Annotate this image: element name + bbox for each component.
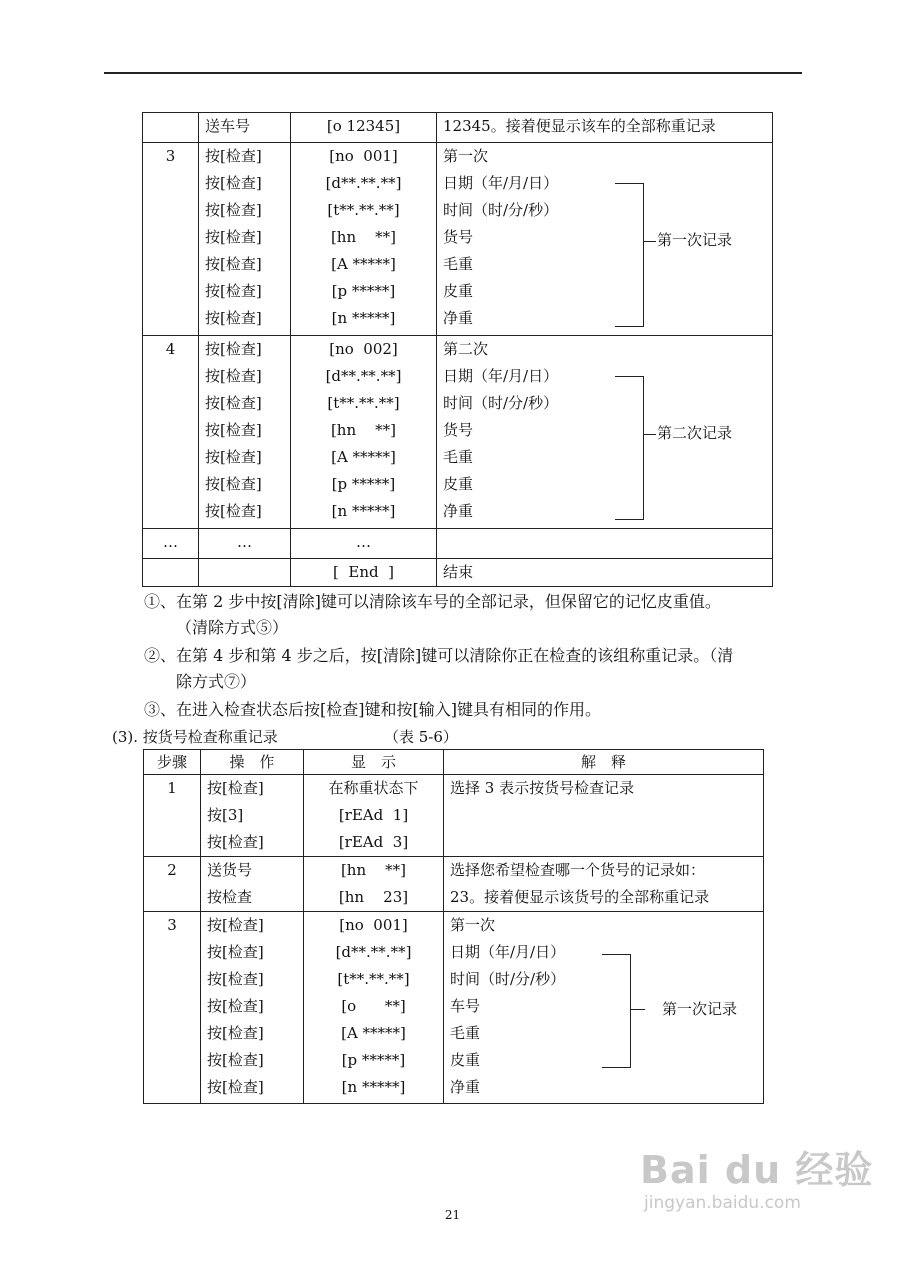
bracket-pointer bbox=[644, 434, 656, 435]
note-2: ②、在第 4 步和第 4 步之后，按[清除]键可以清除你正在检查的该组称重记录。（清 bbox=[144, 646, 734, 665]
header-rule bbox=[104, 72, 802, 74]
table-weigh-records-by-car bbox=[142, 112, 773, 587]
record-group-label: 第二次记录 bbox=[657, 424, 733, 442]
record-group-label: 第一次记录 bbox=[662, 1000, 738, 1018]
record-bracket bbox=[602, 954, 631, 1068]
column-header: 显 示 bbox=[304, 750, 444, 775]
column-header: 解 释 bbox=[444, 750, 764, 775]
watermark-brand: Bai du 经验 bbox=[640, 1148, 874, 1192]
note-3: ③、在进入检查状态后按[检查]键和按[输入]键具有相同的作用。 bbox=[144, 700, 601, 719]
table-weigh-records-by-goods bbox=[143, 749, 764, 1104]
note-2-continued: 除方式⑦） bbox=[176, 672, 257, 691]
note-1: ①、在第 2 步中按[清除]键可以清除该车号的全部记录，但保留它的记忆皮重值。 bbox=[144, 592, 721, 611]
bracket-pointer bbox=[644, 241, 656, 242]
page-number: 21 bbox=[444, 1208, 461, 1222]
table-row: 送车号 [o 12345] 12345。接着便显示该车的全部称重记录 bbox=[143, 113, 773, 143]
note-1-continued: （清除方式⑤） bbox=[176, 618, 289, 637]
table-row: 2 送货号 按检查 [hn **] [hn 23] 选择您希望检查哪一个货号的记录如： 23。接着便显示该货号的全部称重记录 bbox=[144, 857, 764, 912]
table-row: 1 按[检查] 按[3] 按[检查] 在称重状态下 [rEAd 1] [rEAd 3] 选择 3 表示按货号检查记录 bbox=[144, 775, 764, 857]
watermark bbox=[640, 1148, 873, 1214]
table-row: 4 按[检查] 按[检查] 按[检查] 按[检查] 按[检查] 按[检查] 按[检查] [no 002] [d**.**.**] [t**.**.**] [hn **] [A *****] [p *****] [n *****] 第二次 日期（年/月/日） 时间（时/分/秒） 货号 毛重 皮重 净重 第二次记录 bbox=[143, 336, 773, 529]
record-group-label: 第一次记录 bbox=[657, 231, 733, 249]
column-header: 操 作 bbox=[201, 750, 304, 775]
table-row: … … … bbox=[143, 529, 773, 559]
table-reference: （表 5-6） bbox=[384, 728, 458, 746]
watermark-url: jingyan.baidu.com bbox=[644, 1193, 801, 1213]
section-title: (3). 按货号检查称重记录 bbox=[112, 728, 278, 746]
table-row: [ End ] 结束 bbox=[143, 559, 773, 587]
bracket-pointer bbox=[631, 1009, 645, 1010]
record-bracket bbox=[615, 183, 644, 327]
record-bracket bbox=[615, 376, 644, 520]
column-header: 步骤 bbox=[144, 750, 201, 775]
table-row: 3 按[检查] 按[检查] 按[检查] 按[检查] 按[检查] 按[检查] 按[检查] [no 001] [d**.**.**] [t**.**.**] [hn **] [A *****] [p *****] [n *****] 第一次 日期（年/月/日） 时间（时/分/秒） 货号 毛重 皮重 净重 第一次记录 bbox=[143, 143, 773, 336]
table-row: 3 按[检查] 按[检查] 按[检查] 按[检查] 按[检查] 按[检查] 按[检查] [no 001] [d**.**.**] [t**.**.**] [o **] [A *****] [p *****] [n *****] 第一次 日期（年/月/日） 时间（时/分/秒） 车号 毛重 皮重 净重 第一次记录 bbox=[144, 912, 764, 1104]
table-header-row bbox=[144, 750, 764, 775]
